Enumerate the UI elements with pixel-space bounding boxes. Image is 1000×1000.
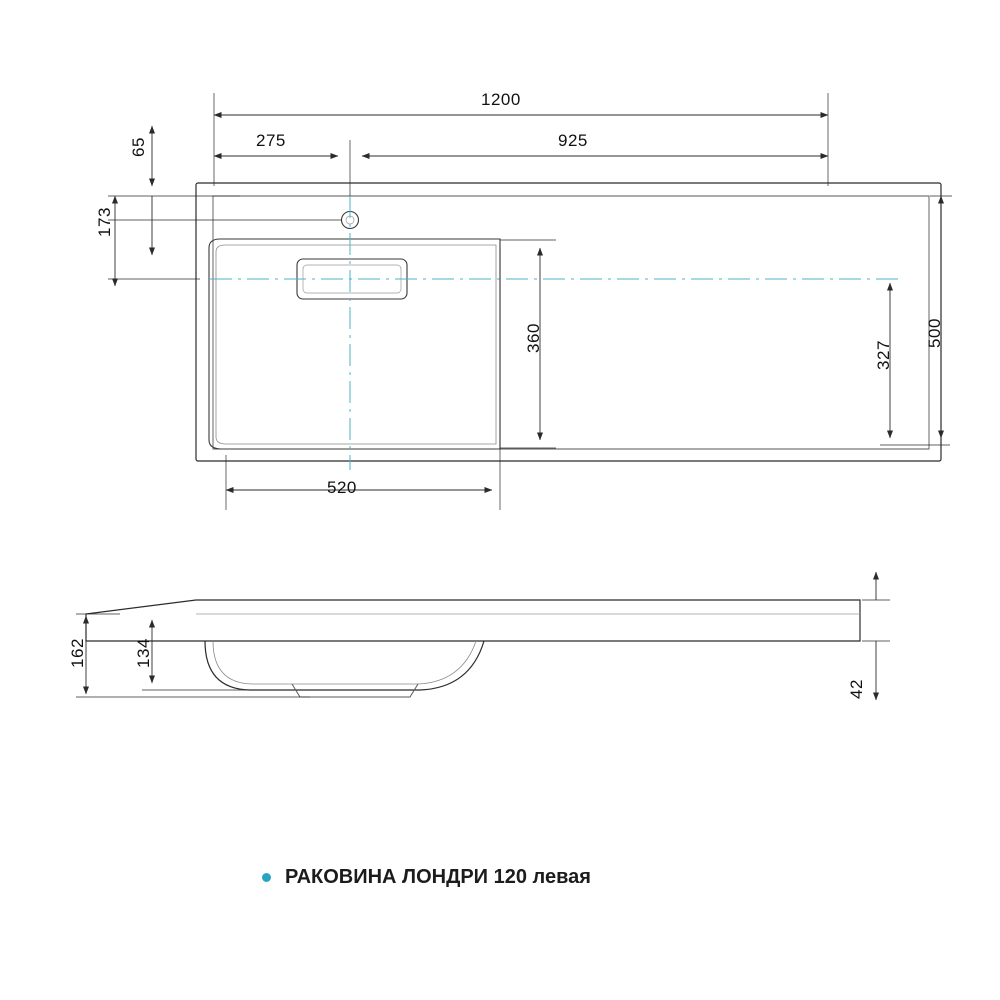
plan-outline-group <box>196 183 941 461</box>
dim-label-tap-hole-edge-offset: 65 <box>128 137 148 157</box>
dim-label-total-height: 162 <box>67 638 87 668</box>
dim-label-bowl-center-offset: 327 <box>873 340 893 370</box>
plan-dimension-lines <box>108 93 952 510</box>
countertop-inner-rim <box>213 196 929 449</box>
countertop-section <box>86 600 860 641</box>
centerline-group <box>210 196 900 470</box>
caption-label: РАКОВИНА ЛОНДРИ 120 левая <box>285 866 591 888</box>
section-outline-group <box>86 600 860 697</box>
dim-label-bowl-width: 520 <box>327 478 357 497</box>
dim-label-overall-width: 1200 <box>481 90 521 109</box>
countertop-outline <box>196 183 941 461</box>
dim-label-overall-depth: 500 <box>924 318 944 348</box>
dim-label-bowl-depth: 360 <box>523 323 543 353</box>
dim-label-left-offset: 275 <box>256 131 286 150</box>
caption <box>262 866 591 889</box>
bullet-dot-icon <box>262 873 271 882</box>
bowl-section-inner <box>213 641 476 684</box>
bowl-section <box>205 641 484 690</box>
dim-label-tap-hole-center-offset: 173 <box>94 207 114 237</box>
dim-label-right-span: 925 <box>558 131 588 150</box>
dim-label-slab-thickness: 42 <box>846 679 866 699</box>
bowl-inner-outline <box>216 245 496 444</box>
dim-label-bowl-height: 134 <box>133 638 153 668</box>
section-dimension-lines <box>76 572 890 700</box>
bowl-outline <box>209 239 500 449</box>
